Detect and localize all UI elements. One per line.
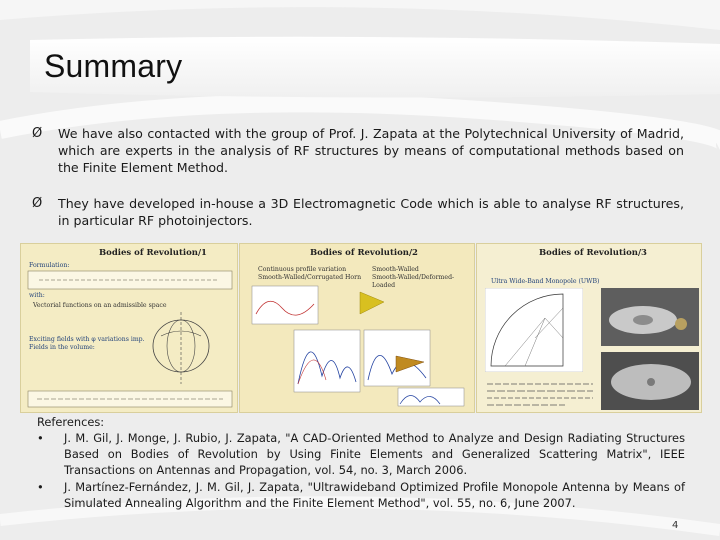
bullet-text: We have also contacted with the group of Prof. J. Zapata at the Polytechnical University of Madrid, which are experts in the analysis of RF structures by means of computational methods based on the Finite Element Method. <box>58 126 684 175</box>
formula-box <box>27 390 233 408</box>
antenna-photo-2 <box>601 352 699 410</box>
panel-text: Formulation: <box>29 262 70 269</box>
body-of-revolution-diagram <box>131 306 231 388</box>
bullet-item <box>32 125 684 176</box>
reference-text: J. M. Gil, J. Monge, J. Rubio, J. Zapata, "A CAD-Oriented Method to Analyze and Design Radiating Structures Based on Bodies of Revolution by Using Finite Elements and Generalized Scattering Matrix", IEEE Transactions on Antennas and Propagation, vol. 54, no. 3, March 2006. <box>64 431 685 477</box>
panel-title: Bodies of Revolution/1 <box>99 248 207 258</box>
panel-title: Bodies of Revolution/2 <box>310 248 418 258</box>
panel-text: with: <box>29 292 45 299</box>
bullet-dot-icon: • <box>37 431 44 445</box>
arrow-bullet-icon: Ø <box>32 196 43 211</box>
panel-text: Vectorial functions on an admissible space <box>33 302 167 309</box>
panel-text: Smooth-Walled/Corrugated Horn <box>258 274 362 281</box>
figure-panel-bor3 <box>476 243 702 413</box>
figure-panel-bor2 <box>239 243 475 413</box>
page-number: 4 <box>672 520 679 531</box>
formula-box <box>27 270 233 290</box>
reference-item <box>37 479 685 511</box>
panel-text: Fields in the volume: <box>29 344 95 351</box>
bullet-item <box>32 195 684 229</box>
panel-text: Exciting fields with φ variations imp. <box>29 336 145 343</box>
panel-text: Smooth-Walled/Deformed-Loaded <box>372 274 455 289</box>
panel-title: Bodies of Revolution/3 <box>539 248 647 258</box>
references-section <box>37 414 685 511</box>
references-heading: References: <box>37 415 105 429</box>
arrow-bullet-icon: Ø <box>32 126 43 141</box>
panel-text: Ultra Wide-Band Monopole (UWB) <box>491 278 600 285</box>
bullet-text: They have developed in-house a 3D Electromagnetic Code which is able to analyse RF structures, in particular RF photoinjectors. <box>58 196 684 228</box>
antenna-photo-1 <box>601 288 699 346</box>
reference-text: J. Martínez-Fernández, J. M. Gil, J. Zapata, "Ultrawideband Optimized Profile Monopole Antenna by Means of Simulated Annealing Algorithm and the Finite Element Method", vol. 55, no. 6, June 2007. <box>64 480 685 510</box>
reference-item <box>37 430 685 478</box>
bullet-dot-icon: • <box>37 480 44 494</box>
radiation-pattern-plots <box>248 284 470 408</box>
mesh-diagram <box>485 288 583 372</box>
panel-text: Smooth-Walled <box>372 266 419 273</box>
panel-text: Continuous profile variation <box>258 266 347 273</box>
citation-text-lines <box>485 378 597 408</box>
slide-title: Summary <box>44 48 183 84</box>
figure-panel-bor1 <box>20 243 238 413</box>
